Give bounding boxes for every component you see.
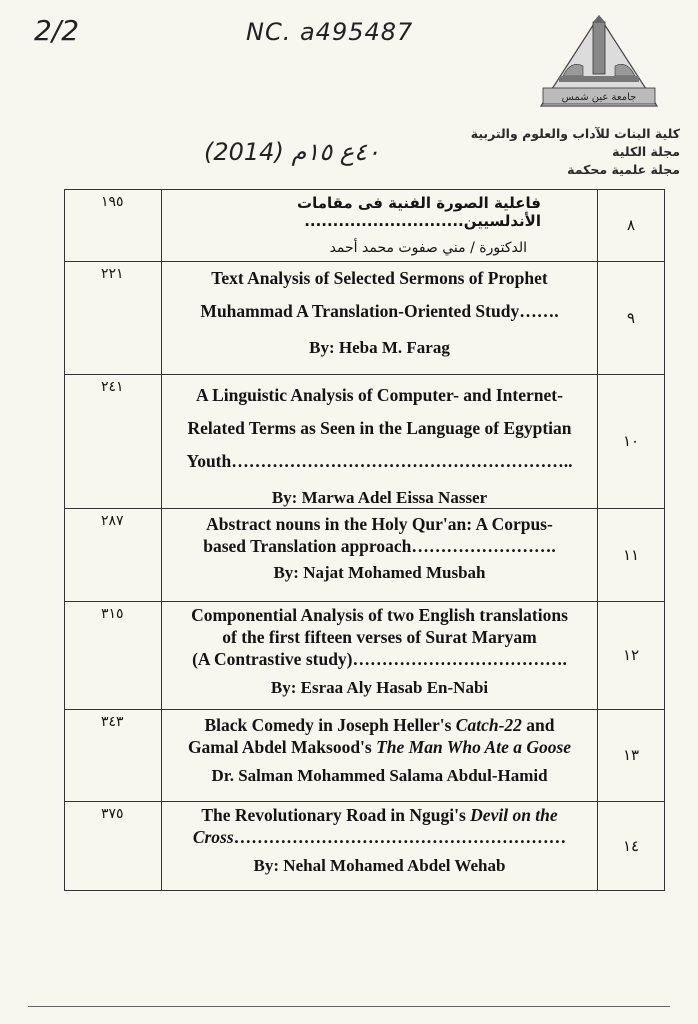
- entry-author: By: Najat Mohamed Musbah: [273, 563, 486, 582]
- entry-cell: [162, 710, 598, 802]
- entry-title-line: Black Comedy in Joseph Heller's Catch-22 and: [204, 715, 555, 735]
- entry-title-line: based Translation approach…………………….: [203, 536, 556, 556]
- entry-number: ١٠: [598, 375, 665, 509]
- handwritten-page-number: 2/2: [34, 14, 80, 47]
- entry-title-line: The Revolutionary Road in Ngugi's Devil on the: [201, 805, 558, 825]
- entry-number: ١١: [598, 509, 665, 602]
- entry-number: ٩: [598, 262, 665, 375]
- university-seal-logo: [533, 14, 665, 116]
- college-name: كلية البنات للآداب والعلوم والتربية: [470, 126, 680, 141]
- entry-number: ١٢: [598, 602, 665, 710]
- entry-cell: [162, 262, 598, 375]
- journal-name: مجلة الكلية: [612, 144, 680, 159]
- entry-title-line: Componential Analysis of two English translations: [191, 605, 568, 625]
- page-number: ٣١٥: [101, 606, 124, 622]
- entry-cell: [162, 509, 598, 602]
- entry-title-line: Related Terms as Seen in the Language of Egyptian: [187, 418, 572, 438]
- seal-text: جامعة عين شمس: [561, 92, 637, 103]
- entry-author: By: Nehal Mohamed Abdel Wehab: [253, 856, 506, 875]
- entry-number: ١٤: [598, 802, 665, 891]
- page-number: ٣٧٥: [101, 806, 124, 822]
- toc-row: [65, 602, 665, 710]
- page-number: ٢٤١: [101, 379, 124, 395]
- entry-title-line: Text Analysis of Selected Sermons of Prophet: [211, 268, 548, 288]
- toc-row: [65, 509, 665, 602]
- page-number-cell: [65, 602, 162, 710]
- entry-cell: [162, 802, 598, 891]
- entry-author: By: Heba M. Farag: [309, 338, 450, 357]
- entry-title-line: فاعلية الصورة الفنية فى مقامات الأندلسيين............................: [297, 194, 541, 230]
- journal-type: مجلة علمية محكمة: [567, 162, 680, 177]
- entry-author: Dr. Salman Mohammed Salama Abdul-Hamid: [211, 766, 548, 785]
- entry-title-line: Gamal Abdel Maksood's The Man Who Ate a Goose: [187, 737, 572, 757]
- entry-title-line: A Linguistic Analysis of Computer- and Internet-: [196, 385, 563, 405]
- bottom-rule: [28, 1006, 670, 1007]
- page-number-cell: [65, 375, 162, 509]
- entry-number: ١٣: [598, 710, 665, 802]
- page-number: ١٩٥: [101, 194, 124, 210]
- page-number: ٣٤٣: [101, 714, 124, 730]
- entry-author: By: Marwa Adel Eissa Nasser: [271, 488, 488, 507]
- handwritten-issue-date: (2014) ٤٠ع ١٥م: [204, 138, 380, 166]
- entry-author: By: Esraa Aly Hasab En-Nabi: [270, 678, 489, 697]
- toc-row: [65, 375, 665, 509]
- handwritten-accession-number: NC. a495487: [246, 18, 414, 46]
- entry-author: الدكتورة / مني صفوت محمد أحمد: [329, 240, 527, 256]
- page-number-cell: [65, 710, 162, 802]
- toc-row: [65, 262, 665, 375]
- entry-cell: [162, 602, 598, 710]
- entry-cell: [162, 190, 598, 262]
- page-number-cell: [65, 802, 162, 891]
- page-number-cell: [65, 262, 162, 375]
- entry-title-line: Youth…………………………………………………..: [186, 451, 573, 471]
- toc-row: [65, 190, 665, 262]
- entry-title-line: (A Contrastive study)……………………………….: [192, 649, 567, 669]
- entry-title-line: Muhammad A Translation-Oriented Study…….: [200, 301, 559, 321]
- page-number-cell: [65, 190, 162, 262]
- toc-row: [65, 802, 665, 891]
- entry-number: ٨: [598, 190, 665, 262]
- entry-title-line: Cross…………………………………………………: [192, 827, 567, 847]
- toc-row: [65, 710, 665, 802]
- table-of-contents: [64, 189, 665, 891]
- entry-title-line: Abstract nouns in the Holy Qur'an: A Corpus-: [206, 514, 553, 534]
- entry-title-line: of the first fifteen verses of Surat Maryam: [222, 627, 537, 647]
- entry-cell: [162, 375, 598, 509]
- page-number: ٢٢١: [101, 266, 124, 282]
- page-number: ٢٨٧: [101, 513, 124, 529]
- page-number-cell: [65, 509, 162, 602]
